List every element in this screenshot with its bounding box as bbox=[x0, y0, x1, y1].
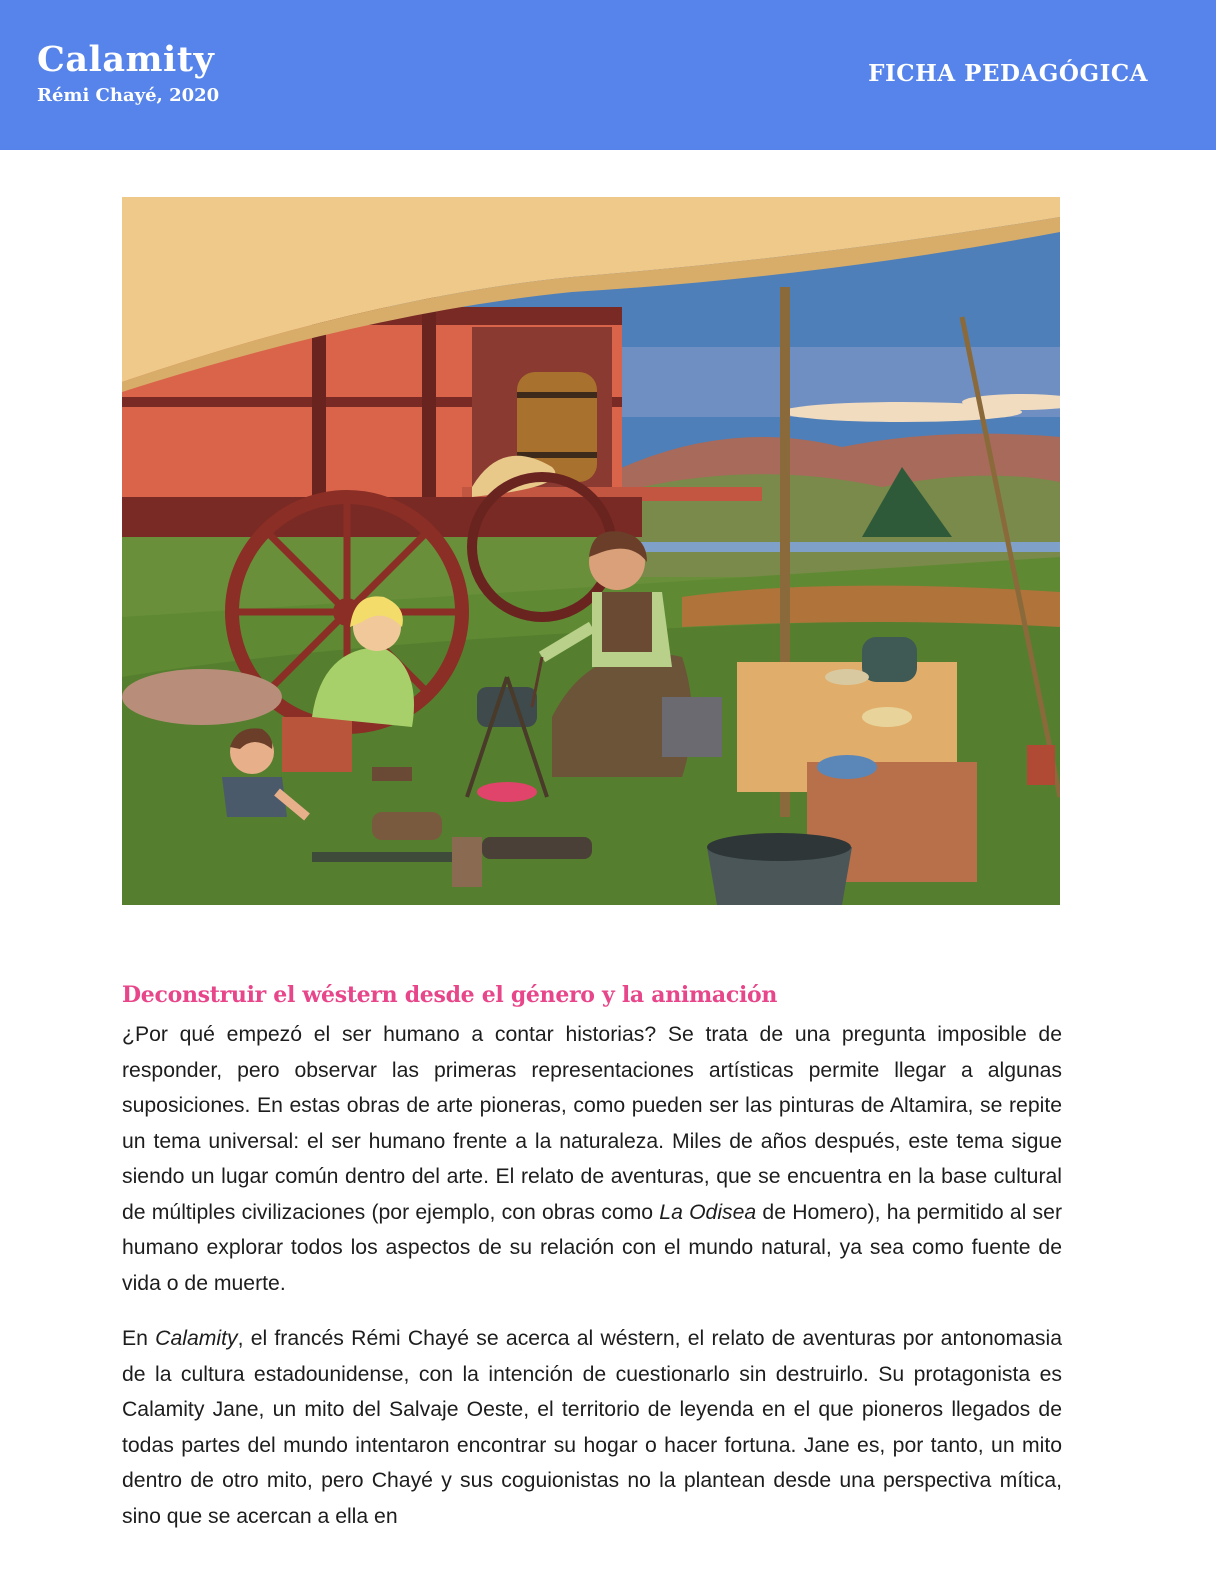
red-soil-patch bbox=[682, 586, 1060, 627]
paragraph-1-part-a: ¿Por qué empezó el ser humano a contar historias? Se trata de una pregunta imposible de responder, pero observar las primeras representaciones artísticas permite llegar a algunas suposiciones. En estas obras de arte pioneras, como pueden ser las pinturas de Altamira, se repite un tema universal: el ser humano frente a la naturaleza. Miles de años después, este tema sigue siendo un lugar común dentro del arte. El relato de aventuras, que se encuentra en la base cultural de múltiples civilizaciones (por ejemplo, con obras como bbox=[122, 1023, 1062, 1224]
tin-can bbox=[1027, 745, 1055, 785]
section-heading: Deconstruir el wéstern desde el género y la animación bbox=[122, 982, 778, 1009]
hanging-pot bbox=[477, 687, 537, 727]
wagon-post bbox=[422, 297, 436, 527]
paragraph-2-part-b: , el francés Rémi Chayé se acerca al wéstern, el relato de aventuras por antonomasia de la cultura estadounidense, con la intención de cuestionarlo sin destruirlo. Su protagonista es Calamity Jane, un mito del Salvaje Oeste, el territorio de leyenda en el que pioneros llegados de todas partes del mundo intentaron encontrar su hogar o hacer fortuna. Jane es, por tanto, un mito dentro de otro mito, pero Chayé y sus coguionistas no la plantean desde una perspectiva mítica, sino que se acercan a ella en bbox=[122, 1327, 1062, 1528]
stick bbox=[312, 852, 462, 862]
log bbox=[482, 837, 592, 859]
pot-rim bbox=[707, 833, 851, 861]
girl-boots bbox=[372, 767, 412, 781]
bowl bbox=[862, 707, 912, 727]
log bbox=[372, 812, 442, 840]
paragraph-1-part-b: de Homero), ha permitido al ser humano explorar todos los aspectos de su relación con el mundo natural, ya sea como fuente de vida o de muerte. bbox=[122, 1200, 1062, 1295]
plate bbox=[825, 669, 869, 685]
film-still-illustration bbox=[122, 197, 1060, 905]
plate bbox=[817, 755, 877, 779]
river bbox=[602, 542, 1060, 552]
kettle bbox=[862, 637, 917, 682]
rock bbox=[122, 669, 282, 725]
paragraph-2-part-a: En bbox=[122, 1327, 156, 1350]
stool bbox=[662, 697, 722, 757]
work-title-calamity: Calamity bbox=[155, 1327, 238, 1350]
film-title: Calamity bbox=[37, 39, 215, 80]
film-director-year: Rémi Chayé, 2020 bbox=[37, 85, 220, 106]
document-type-label: FICHA PEDAGÓGICA bbox=[868, 60, 1148, 87]
work-title-odyssey: La Odisea bbox=[659, 1200, 757, 1224]
paragraph-2 bbox=[122, 1321, 1062, 1534]
illustration-svg bbox=[122, 197, 1060, 905]
paragraph-1 bbox=[122, 1017, 1062, 1301]
body-text bbox=[122, 1017, 1062, 1554]
barrel-band bbox=[517, 392, 597, 398]
small-trunk bbox=[282, 717, 352, 772]
wood-chip bbox=[452, 837, 482, 887]
header-banner bbox=[0, 0, 1216, 150]
mother-vest bbox=[602, 592, 652, 652]
fire-embers bbox=[477, 782, 537, 802]
barrel-band bbox=[517, 452, 597, 458]
